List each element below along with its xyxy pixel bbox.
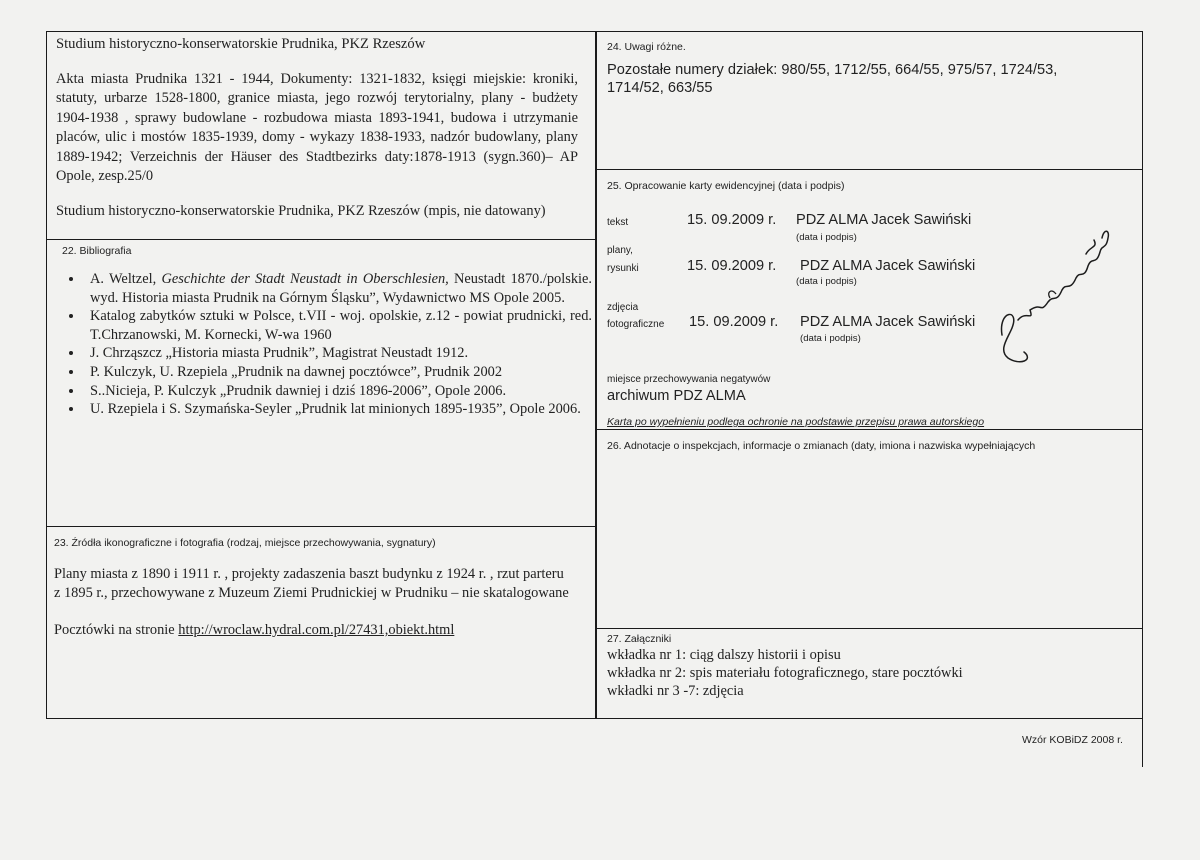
bib-text: Neustadt 1870./polskie. wyd. Historia miasta Prudnik na Górnym Śląsku”, Wydawnictwo MS Opole 2005.	[90, 271, 592, 306]
bibliography-list	[66, 270, 592, 419]
sources-header: 23. Źródła ikonograficzne i fotografia (rodzaj, miejsce przechowywania, sygnatury)	[54, 537, 436, 549]
handwritten-signature	[990, 210, 1130, 370]
row-sub-plans: (data i podpis)	[796, 276, 857, 287]
archive-paragraph: Akta miasta Prudnika 1321 - 1944, Dokumenty: 1321-1832, księgi miejskie: kroniki, statuty, urbarze 1528-1800, granice miasta, jego rozwój terytorialny, plany - budżety 1904-1938 , sprawy budowlane - rozbudowa miasta 1893-1941, budowa i utrzymanie placów, ulic i mostów 1835-1939, domy - wykazy 1838-1933, nadzór budowlany, plany 1889-1942; Verzeichnis der Häuser des Stadtbezirks daty:1878-1913 (sygn.360)– AP Opole, zesp.25/0	[56, 71, 578, 185]
row-label-drawings: rysunki	[607, 263, 639, 274]
bib-text: J. Chrząszcz „Historia miasta Prudnik”, Magistrat Neustadt 1912.	[90, 345, 469, 362]
bib-text: P. Kulczyk, U. Rzepiela „Prudnik na dawnej pocztówce”, Prudnik 2002	[90, 363, 503, 380]
list-item	[84, 344, 592, 363]
row-label-text: tekst	[607, 217, 629, 228]
attachments-header: 27. Załączniki	[607, 633, 672, 645]
attachment-item-3: wkładki nr 3 -7: zdjęcia	[607, 683, 744, 699]
attachment-item-1: wkładka nr 1: ciąg dalszy historii i opisu	[607, 647, 841, 663]
list-item	[84, 400, 592, 419]
study-heading: Studium historyczno-konserwatorskie Prudnika, PKZ Rzeszów	[56, 36, 426, 52]
divider-sources	[46, 526, 596, 527]
row-label-photos: zdjęcia	[607, 302, 639, 313]
remarks-text: Pozostałe numery działek: 980/55, 1712/55, 664/55, 975/57, 1724/53, 1714/52, 663/55	[607, 62, 1058, 96]
sources-text: Plany miasta z 1890 i 1911 r. , projekty zadaszenia baszt budynku z 1924 r. , rzut parteru z 1895 r., przechowywane z Muzeum Ziemi Prudnickiej w Prudniku – nie skatalogowane	[54, 566, 569, 602]
row-date-text: 15. 09.2009 r.	[687, 212, 777, 228]
bib-text: U. Rzepiela i S. Szymańska-Seyler „Prudnik lat minionych 1895-1935”, Opole 2006.	[90, 401, 581, 418]
footer-rule	[1142, 719, 1143, 767]
attachment-item-2: wkładka nr 2: spis materiału fotograficznego, stare pocztówki	[607, 665, 963, 681]
list-item	[84, 307, 592, 344]
form-template-footer: Wzór KOBiDZ 2008 r.	[1022, 734, 1123, 746]
copyright-note: Karta po wypełnieniu podlega ochronie na podstawie przepisu prawa autorskiego	[607, 416, 985, 428]
row-sub-photos: (data i podpis)	[800, 333, 861, 344]
study-note: Studium historyczno-konserwatorskie Prudnika, PKZ Rzeszów (mpis, nie datowany)	[56, 203, 546, 219]
list-item	[84, 382, 592, 401]
divider-card	[596, 169, 1143, 170]
row-author-text: PDZ ALMA Jacek Sawiński	[796, 212, 972, 228]
bibliography-header: 22. Bibliografia	[62, 245, 132, 257]
card-header: 25. Opracowanie karty ewidencyjnej (data i podpis)	[607, 180, 845, 192]
row-date-photos: 15. 09.2009 r.	[689, 314, 779, 330]
negatives-value: archiwum PDZ ALMA	[607, 388, 746, 404]
row-author-photos: PDZ ALMA Jacek Sawiński	[800, 314, 976, 330]
row-author-plans: PDZ ALMA Jacek Sawiński	[800, 258, 976, 274]
inspections-header: 26. Adnotacje o inspekcjach, informacje o zmianach (daty, imiona i nazwiska wypełniających	[607, 440, 1036, 452]
postcards-line	[54, 622, 454, 639]
bib-text: S..Niciejа, P. Kulczyk „Prudnik dawniej i dziś 1896-2006”, Opole 2006.	[90, 382, 507, 399]
postcards-link[interactable]: http://wroclaw.hydral.com.pl/27431,obiekt.html	[178, 622, 455, 638]
row-date-plans: 15. 09.2009 r.	[687, 258, 777, 274]
postcards-prefix: Pocztówki na stronie	[54, 622, 179, 638]
list-item	[84, 363, 592, 382]
remarks-header: 24. Uwagi różne.	[607, 41, 686, 53]
row-label-photographic: fotograficzne	[607, 319, 665, 330]
divider-inspections	[596, 429, 1143, 430]
bib-title: Geschichte der Stadt Neustadt in Oberschlesien,	[161, 271, 449, 287]
divider-attachments	[596, 628, 1143, 629]
negatives-label: miejsce przechowywania negatywów	[607, 374, 771, 385]
bib-text: A. Weltzel,	[90, 271, 162, 287]
row-label-plans: plany,	[607, 245, 633, 256]
divider-bibliography	[46, 239, 596, 240]
bib-text: Katalog zabytków sztuki w Polsce, t.VII - woj. opolskie, z.12 - powiat prudnicki, red. T.Chrzanowski, M. Kornecki, W-wa 1960	[90, 308, 592, 343]
list-item	[84, 270, 592, 307]
row-sub-text: (data i podpis)	[796, 232, 857, 243]
